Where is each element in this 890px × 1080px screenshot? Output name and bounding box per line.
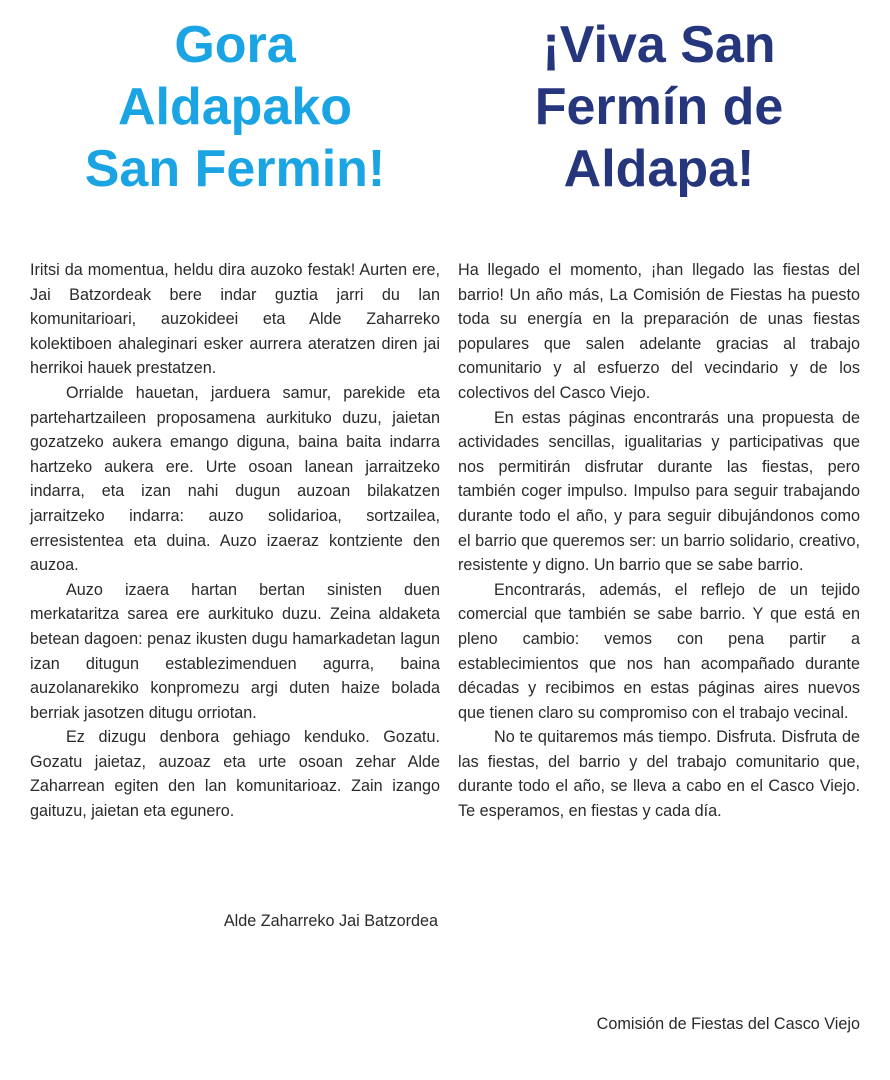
spanish-paragraph: Encontrarás, además, el reflejo de un tejido comercial que también se sabe barrio. Y que está en pleno cambio: vemos con pena partir a establecimientos que nos han acompañado durante décadas y recibimos en estas páginas aires nuevos que tienen claro su compromiso con el trabajo vecinal. — [458, 580, 860, 722]
spanish-title-line: Fermín de — [534, 78, 784, 136]
spanish-paragraph: No te quitaremos más tiempo. Disfruta. Disfruta de las fiestas, del barrio y del trabajo comunitario que, durante todo el año, se lleva a cabo en el Casco Viejo. Te esperamos, en fiestas y cada día. — [458, 728, 860, 821]
basque-title-line: Gora — [174, 16, 296, 74]
basque-paragraph: Iritsi da momentua, heldu dira auzoko festak! Aurten ere, Jai Batzordeak bere indar guztia jarri du lan komunitarioari, auzokideei eta Alde Zaharreko kolektiboen ahaleginari esker aurrera ateratzen diren jai herrikoi hauek prestatzen. — [30, 261, 440, 378]
basque-title — [30, 14, 440, 200]
spanish-title — [458, 14, 860, 200]
basque-body — [30, 258, 440, 824]
basque-paragraph: Orrialde hauetan, jarduera samur, parekide eta partehartzaileen proposamena aurkituko duzu, jaietan gozatzeko aukera emango diguna, baina baita indarra hartzeko aukera ere. Urte osoan lanean jarraitzeko indarra, eta izan nahi dugun auzoan bilakatzen jarraitzeko indarra: auzo solidarioa, sortzailea, erresistentea eta duina. Auzo izaeraz kontziente den auzoa. — [30, 383, 440, 575]
spanish-body — [458, 258, 860, 824]
basque-paragraph: Ez dizugu denbora gehiago kenduko. Gozatu. Gozatu jaietaz, auzoaz eta urte osoan zehar Alde Zaharrean egiten den lan komunitarioaz. Zain izango gaituzu, jaietan eta egunero. — [30, 728, 440, 821]
spanish-paragraph: En estas páginas encontrarás una propuesta de actividades sencillas, igualitarias y participativas que nos permitirán disfrutar durante las fiestas, pero también coger impulso. Impulso para seguir trabajando durante todo el año, y para seguir dibujándonos como el barrio que queremos ser: un barrio solidario, creativo, resistente y digno. Un barrio que se sabe barrio. — [458, 408, 860, 575]
spanish-signature: Comisión de Fiestas del Casco Viejo — [596, 1015, 860, 1033]
basque-paragraph: Auzo izaera hartan bertan sinisten duen merkataritza sarea ere aurkituko duzu. Zeina aldaketa betean dagoen: penaz ikusten dugu hamarkadetan lagun izan ditugun establezimenduen agurra, baina auzolanarekiko konpromezu argi duten haize bolada berriak jasotzen ditugu orriotan. — [30, 580, 440, 722]
basque-signature: Alde Zaharreko Jai Batzordea — [223, 912, 438, 930]
basque-title-line: San Fermin! — [84, 140, 386, 198]
spanish-title-line: ¡Viva San — [542, 16, 776, 74]
spanish-paragraph: Ha llegado el momento, ¡han llegado las fiestas del barrio! Un año más, La Comisión de Fiestas ha puesto toda su energía en la preparación de unas fiestas populares que salen adelante gracias al trabajo comunitario y al esfuerzo del vecindario y de los colectivos del Casco Viejo. — [458, 261, 860, 402]
basque-title-line: Aldapako — [117, 78, 353, 136]
spanish-title-line: Aldapa! — [563, 140, 755, 198]
